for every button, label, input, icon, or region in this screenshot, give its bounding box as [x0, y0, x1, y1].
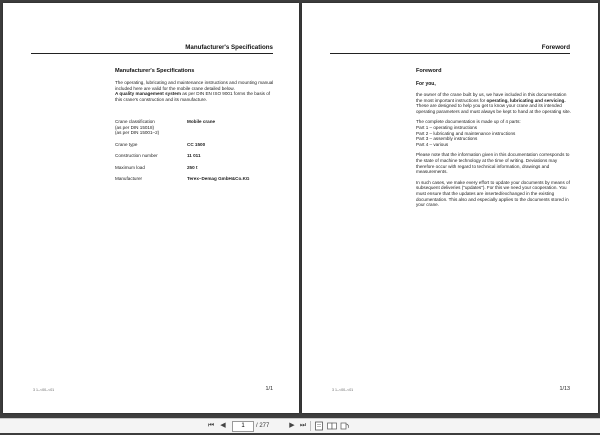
spec-label: Crane type: [115, 142, 138, 147]
running-header: Manufacturer's Specifications: [185, 44, 273, 51]
prev-page-icon[interactable]: ◀: [220, 422, 226, 429]
first-page-icon[interactable]: ⏮: [207, 422, 215, 429]
page-number: 1/1: [265, 386, 273, 392]
parts-intro: The complete documentation is made up of 4 parts:: [416, 119, 521, 125]
section-title: Foreword: [416, 68, 442, 74]
footer-code: 3 1–<00–<01: [33, 388, 55, 392]
header-rule: [330, 53, 570, 54]
spec-value: 250 t: [187, 165, 198, 170]
spec-label: Crane classification (as per DIN 15018) (as per DIN 15001–2): [115, 119, 160, 136]
page-count: / 277: [256, 423, 270, 429]
page-right: [302, 3, 598, 413]
fit-page-icon-svg: [314, 421, 324, 431]
two-page-icon[interactable]: [326, 421, 338, 431]
fit-page-icon[interactable]: [313, 421, 325, 431]
viewer-toolbar: [0, 418, 600, 433]
part-item: Part 1 – operating instructions: [416, 124, 478, 130]
part-item: Part 2 – lubricating and maintenance instructions: [416, 130, 516, 136]
quality-text: as per DIN EN ISO 9001 forms the basis of this crane's construction and its manufacture.: [115, 91, 271, 102]
intro-paragraph: The operating, lubricating and maintenance instructions and mounting manual included here are valid for the mobile crane detailed below.: [115, 80, 274, 91]
para1-text: the owner of the crane built by us, we have included in this documentation the most important instructions for: [416, 92, 567, 103]
part-item: Part 4 – various: [416, 141, 449, 147]
part-item: Part 3 – assembly instructions: [416, 136, 478, 142]
foreword-text: [416, 92, 574, 213]
toolbar-divider: [310, 421, 311, 431]
spec-value: Mobile crane: [187, 119, 216, 124]
last-page-icon[interactable]: ⏭: [299, 422, 307, 429]
spec-value: CC 1500: [187, 142, 206, 147]
rotate-icon-svg: [340, 421, 350, 431]
page-number: 1/13: [559, 386, 570, 392]
quality-bold: A quality management system: [115, 91, 181, 97]
section-title: Manufacturer's Specifications: [115, 68, 195, 74]
para1-bold: operating, lubricating and servicing.: [486, 97, 566, 103]
spec-value: Terex–Demag GmbH&Co.KG: [187, 176, 250, 181]
running-header: Foreword: [541, 44, 570, 51]
page-number-input[interactable]: [232, 421, 254, 432]
spec-label: Construction number: [115, 153, 158, 158]
intro-text: [115, 80, 275, 107]
salutation: For you,: [416, 81, 436, 87]
spec-value: 11 011: [187, 153, 201, 158]
para1-text-cont: These are designed to help you get to know your crane and its intended operating parameters and must always be kept to hand at the operating site.: [416, 103, 572, 114]
rotate-icon[interactable]: [339, 421, 351, 431]
next-page-icon[interactable]: ▶: [289, 422, 295, 429]
para3: Please note that the information given in this documentation corresponds to the state of machine technology at the time of writing. Deviations may therefore occur with regard to technical information, drawings and measurements.: [416, 152, 570, 175]
two-page-icon-svg: [327, 421, 337, 431]
footer-code: 3 1–<00–<01: [332, 388, 354, 392]
spec-label: Manufacturer: [115, 176, 143, 181]
page-left: [3, 3, 299, 413]
para4: In such cases, we make every effort to update your documents by means of subsequent deliveries ("updates"). For this we need your cooperation. You must ensure that the updates are inserted/exchanged in the existing documentation. This also and especially applies to the documents stored in your crane.: [416, 179, 570, 208]
header-rule: [31, 53, 273, 54]
spec-label: Maximum load: [115, 165, 145, 170]
